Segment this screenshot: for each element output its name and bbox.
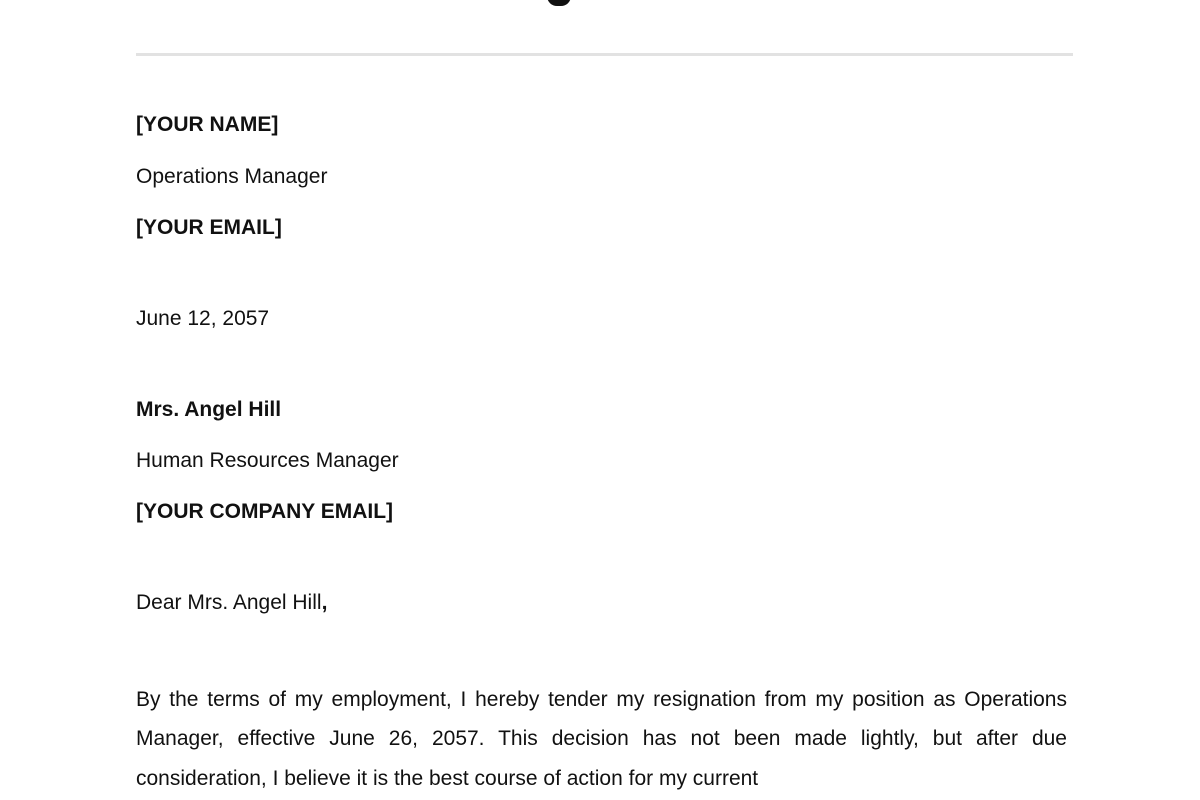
title-glyph-fragment xyxy=(547,0,571,6)
salutation xyxy=(136,590,327,616)
salutation-text: Dear Mrs. Angel Hill xyxy=(136,591,322,614)
letter-page xyxy=(136,0,1073,800)
letter-date: June 12, 2057 xyxy=(136,307,270,330)
sender-title: Operations Manager xyxy=(136,165,328,188)
document-title-cropped xyxy=(136,0,1073,8)
recipient-email: [YOUR COMPANY EMAIL] xyxy=(136,500,394,523)
sender-name: [YOUR NAME] xyxy=(136,113,279,136)
sender-email: [YOUR EMAIL] xyxy=(136,216,282,239)
header-divider xyxy=(136,53,1073,56)
salutation-comma: , xyxy=(321,591,328,614)
body-paragraph-1: By the terms of my employment, I hereby tender my resignation from my position as Operations Manager, effective June 26, 2057. This decision has not been made lightly, but after due consideration, I believe it is the best course of action for my current xyxy=(136,688,1067,790)
recipient-name: Mrs. Angel Hill xyxy=(136,398,282,421)
recipient-title: Human Resources Manager xyxy=(136,449,399,472)
